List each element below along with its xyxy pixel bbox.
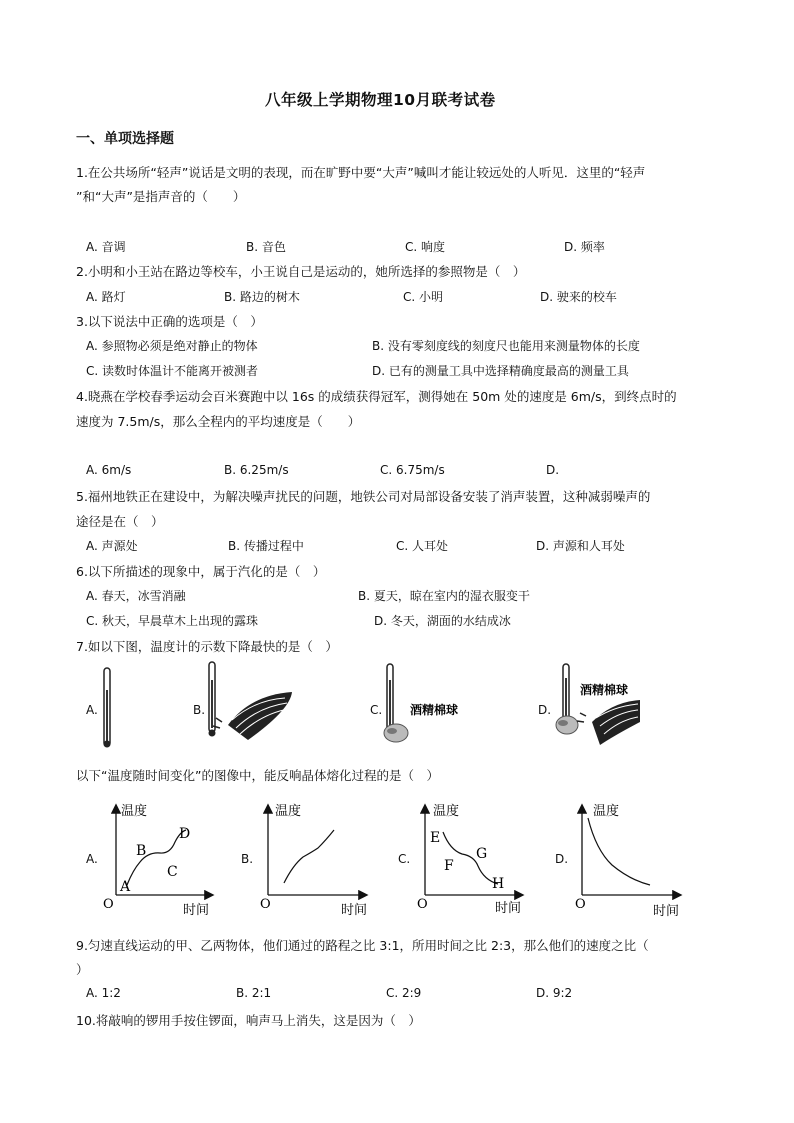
q4-option-b[interactable]: B. 6.25m/s <box>224 463 289 477</box>
graph-a-x-label: 时间 <box>183 903 210 918</box>
graph-d-x-label: 时间 <box>653 904 680 919</box>
question-4-text-cont: 速度为 7.5m/s，那么全程内的平均速度是（ ） <box>76 414 361 429</box>
q6-option-c[interactable]: C. 秋天，早晨草木上出现的露珠 <box>86 614 259 628</box>
q1-option-d[interactable]: D. 频率 <box>564 240 605 254</box>
section-heading: 一、单项选择题 <box>76 131 174 147</box>
cotton-ball-label-d: 酒精棉球 <box>580 683 629 697</box>
q5-option-a[interactable]: A. 声源处 <box>86 539 138 553</box>
q8-option-a[interactable]: A. <box>86 852 98 866</box>
q4-option-d[interactable]: D. <box>546 463 560 477</box>
q2-option-a[interactable]: A. 路灯 <box>86 290 126 304</box>
q5-option-d[interactable]: D. 声源和人耳处 <box>536 539 625 553</box>
graph-c-y-label: 温度 <box>433 804 460 819</box>
q7-option-d[interactable]: D. <box>538 703 552 717</box>
q6-option-b[interactable]: B. 夏天，晾在室内的湿衣服变干 <box>358 589 530 603</box>
question-6-text: 6.以下所描述的现象中，属于汽化的是（ ） <box>76 564 326 579</box>
graph-c-point-h: H <box>492 876 505 892</box>
q4-option-c[interactable]: C. 6.75m/s <box>380 463 445 477</box>
q2-option-b[interactable]: B. 路边的树木 <box>224 290 300 304</box>
q7-thermometer-figures <box>0 655 794 755</box>
graph-c-origin: O <box>417 897 428 912</box>
cotton-ball-label-c: 酒精棉球 <box>410 703 459 717</box>
q2-option-c[interactable]: C. 小明 <box>403 290 444 304</box>
thermometer-b-icon <box>209 662 216 737</box>
q7-option-b[interactable]: B. <box>193 703 206 717</box>
q8-option-d[interactable]: D. <box>555 852 569 866</box>
q3-option-c[interactable]: C. 读数时体温计不能离开被测者 <box>86 364 259 378</box>
q5-option-c[interactable]: C. 人耳处 <box>396 539 449 553</box>
question-2-text: 2.小明和小王站在路边等校车，小王说自己是运动的，她所选择的参照物是（ ） <box>76 264 526 279</box>
q4-option-a[interactable]: A. 6m/s <box>86 463 132 477</box>
graph-d-origin: O <box>575 897 586 912</box>
page-title: 八年级上学期物理10月联考试卷 <box>265 91 496 109</box>
q3-option-b[interactable]: B. 没有零刻度线的刻度尺也能用来测量物体的长度 <box>372 339 640 353</box>
question-10-text: 10.将敲响的锣用手按住锣面，响声马上消失，这是因为（ ） <box>76 1013 421 1028</box>
q9-option-b[interactable]: B. 2:1 <box>236 986 272 1000</box>
q2-option-d[interactable]: D. 驶来的校车 <box>540 290 617 304</box>
graph-a-origin: O <box>103 897 114 912</box>
fan-d-icon <box>577 700 640 745</box>
q9-option-c[interactable]: C. 2:9 <box>386 986 422 1000</box>
thermometer-a-icon <box>104 668 111 748</box>
question-5-text-cont: 途径是在（ ） <box>76 514 164 529</box>
graph-b-x-label: 时间 <box>341 903 368 918</box>
question-4-text: 4.晓燕在学校春季运动会百米赛跑中以 16s 的成绩获得冠军，测得她在 50m 处的速度是 6m/s，到终点时的 <box>76 389 677 404</box>
graph-c-point-f: F <box>444 858 454 874</box>
graph-a <box>103 803 212 918</box>
graph-a-point-d: D <box>179 826 191 842</box>
fan-b-icon <box>213 692 292 740</box>
q3-option-d[interactable]: D. 已有的测量工具中选择精确度最高的测量工具 <box>372 364 629 378</box>
thermometer-c-icon <box>384 664 458 742</box>
graph-c <box>417 803 522 916</box>
q1-option-c[interactable]: C. 响度 <box>405 240 446 254</box>
question-9-text-cont: ） <box>76 962 89 977</box>
graph-a-point-c: C <box>167 864 178 880</box>
q1-option-b[interactable]: B. 音色 <box>246 240 286 254</box>
q6-option-d[interactable]: D. 冬天，湖面的水结成冰 <box>374 614 511 628</box>
graph-b-origin: O <box>260 897 271 912</box>
graph-a-point-b: B <box>136 843 147 859</box>
graph-d-y-label: 温度 <box>593 804 620 819</box>
q6-option-a[interactable]: A. 春天，冰雪消融 <box>86 589 186 603</box>
graph-c-point-g: G <box>476 846 488 862</box>
graph-d <box>575 803 680 919</box>
q7-option-c[interactable]: C. <box>370 703 383 717</box>
q3-option-a[interactable]: A. 参照物必须是绝对静止的物体 <box>86 339 258 353</box>
q1-option-a[interactable]: A. 音调 <box>86 240 126 254</box>
question-7-text: 7.如以下图，温度计的示数下降最快的是（ ） <box>76 639 338 654</box>
q8-graphs <box>0 795 794 925</box>
q8-option-b[interactable]: B. <box>241 852 254 866</box>
q8-option-c[interactable]: C. <box>398 852 411 866</box>
question-5-text: 5.福州地铁正在建设中，为解决噪声扰民的问题，地铁公司对局部设备安装了消声装置，这种减弱噪声的 <box>76 489 651 504</box>
question-1-text-cont: ”和“大声”是指声音的（ ） <box>76 189 246 204</box>
graph-c-point-e: E <box>430 830 441 846</box>
graph-a-point-a: A <box>120 879 131 895</box>
question-1-text: 1.在公共场所“轻声”说话是文明的表现，而在旷野中要“大声”喊叫才能让较远处的人听见．这里的“轻声 <box>76 165 646 180</box>
q7-option-a[interactable]: A. <box>86 703 98 717</box>
q9-option-a[interactable]: A. 1:2 <box>86 986 121 1000</box>
question-9-text: 9.匀速直线运动的甲、乙两物体，他们通过的路程之比 3:1，所用时间之比 2:3，那么他们的速度之比（ <box>76 938 649 953</box>
graph-c-x-label: 时间 <box>495 901 522 916</box>
graph-a-y-label: 温度 <box>121 804 148 819</box>
graph-b <box>260 803 367 918</box>
question-8-text: 以下“温度随时间变化”的图像中，能反响晶体熔化过程的是（ ） <box>76 768 439 783</box>
q5-option-b[interactable]: B. 传播过程中 <box>228 539 304 553</box>
q9-option-d[interactable]: D. 9:2 <box>536 986 573 1000</box>
graph-b-y-label: 温度 <box>275 804 302 819</box>
question-3-text: 3.以下说法中正确的选项是（ ） <box>76 314 263 329</box>
